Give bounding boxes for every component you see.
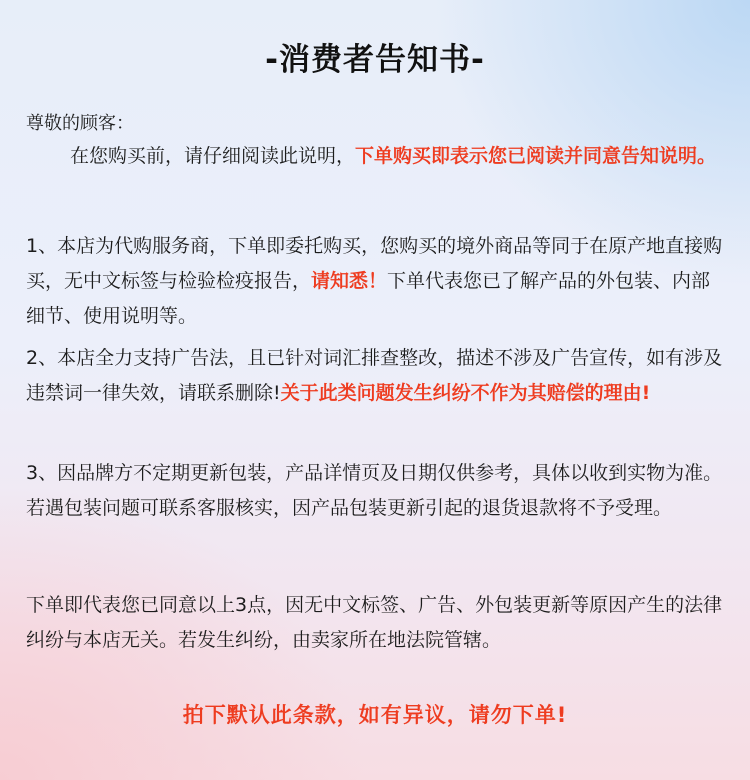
clause-2-highlight: 关于此类问题发生纠纷不作为其赔偿的理由!	[280, 382, 651, 404]
page-title: -消费者告知书-	[265, 42, 485, 78]
clause-1-highlight: 请知悉！	[311, 270, 388, 292]
final-notice: 拍下默认此条款，如有异议，请勿下单!	[182, 703, 568, 727]
intro-highlight: 下单购买即表示您已阅读并同意告知说明。	[355, 145, 717, 167]
intro-text: 在您购买前，请仔细阅读此说明，	[70, 145, 356, 167]
intro-paragraph	[26, 139, 726, 174]
clause-2-text: 2、本店全力支持广告法，且已针对词汇排查整改，描述不涉及广告宣传，如有涉及违禁词一律失效，请联系删除!	[26, 347, 723, 404]
clause-2	[26, 341, 726, 411]
clause-1	[26, 229, 726, 334]
greeting: 尊敬的顾客：	[26, 113, 134, 134]
clause-1-text: 1、本店为代购服务商，下单即委托购买，您购买的境外商品等同于在原产地直接购买，无中文标签与检验检疫报告，	[26, 235, 723, 292]
clause-3-text: 3、因品牌方不定期更新包装，产品详情页及日期仅供参考，具体以收到实物为准。若遇包装问题可联系客服核实，因产品包装更新引起的退货退款将不予受理。	[26, 462, 723, 519]
clause-1-tail: 下单代表您已了解产品的外包装、内部细节、使用说明等。	[26, 270, 711, 327]
clause-3	[26, 456, 726, 526]
agreement-paragraph: 下单即代表您已同意以上3点，因无中文标签、广告、外包装更新等原因产生的法律纠纷与本店无关。若发生纠纷，由卖家所在地法院管辖。	[26, 594, 723, 651]
